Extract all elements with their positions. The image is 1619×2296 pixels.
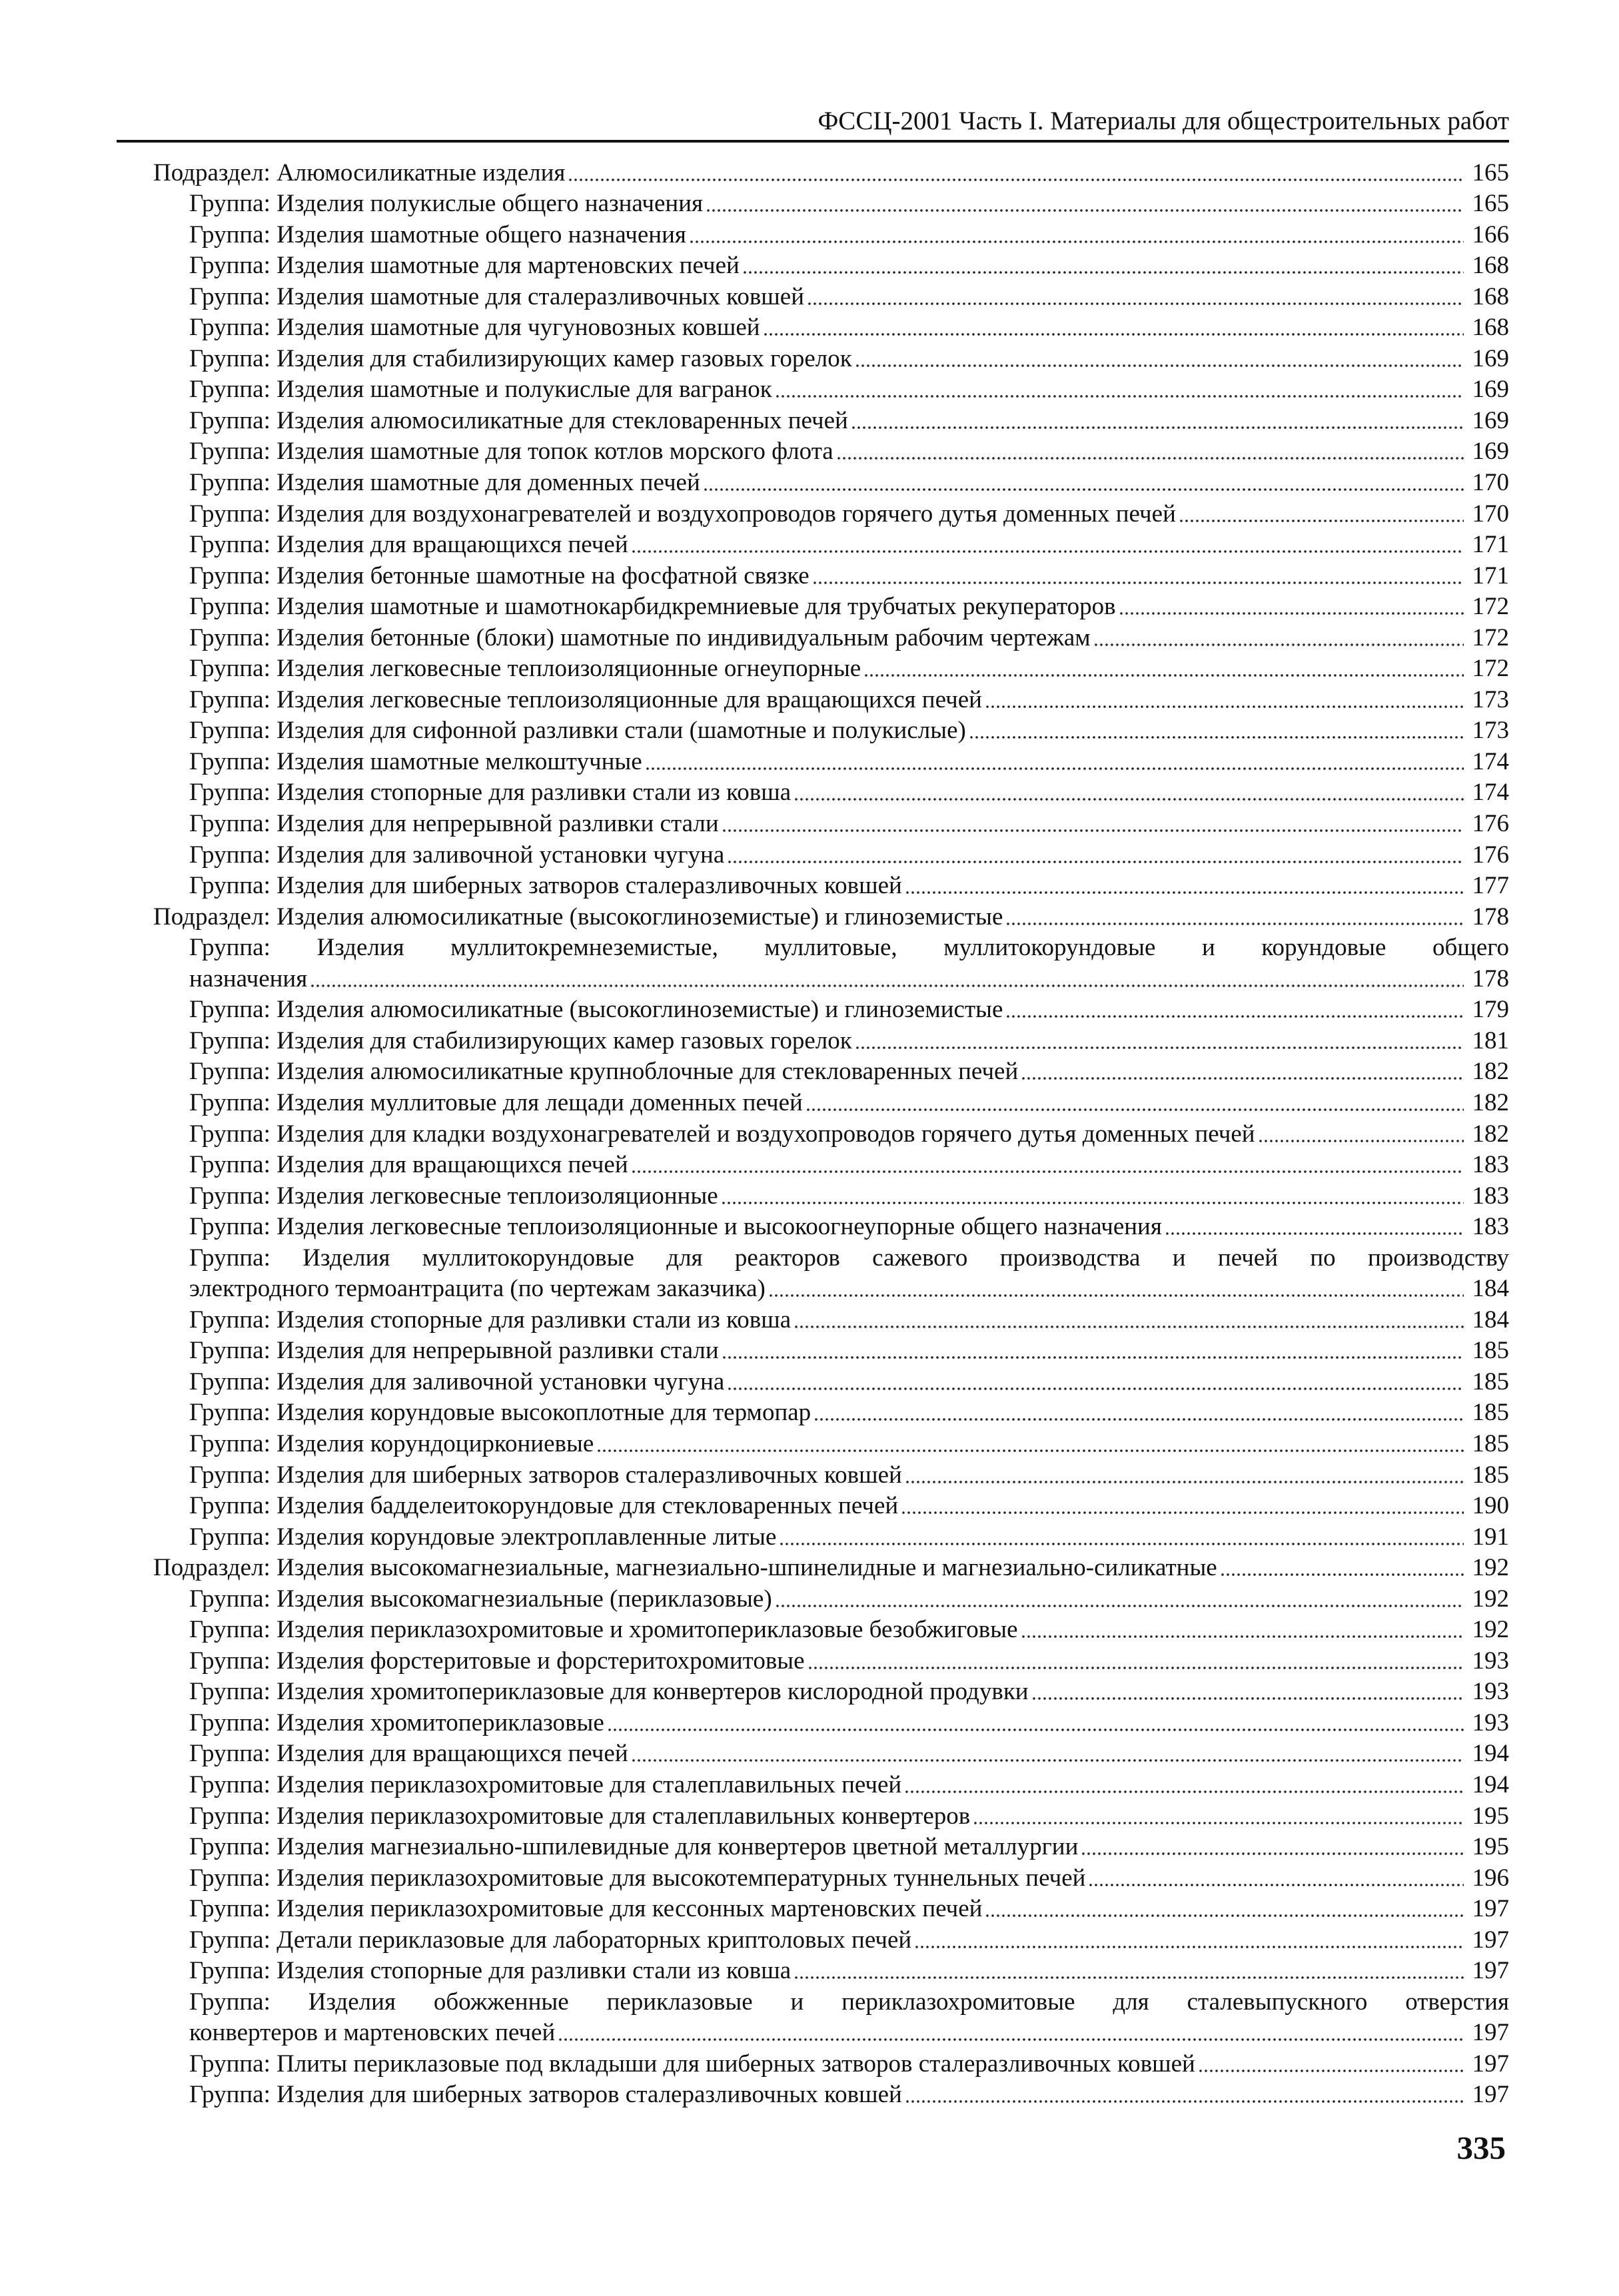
toc-entry-title: Группа: Изделия для стабилизирующих камер газовых горелок — [189, 1026, 852, 1054]
toc-page-number: 168 — [1472, 282, 1509, 310]
toc-entry-title: Группа: Изделия для стабилизирующих камер газовых горелок — [189, 344, 852, 372]
toc-group-entry — [0, 1862, 1619, 1894]
dot-leader — [722, 813, 1464, 833]
toc-page-number: 193 — [1472, 1647, 1509, 1675]
toc-group-entry — [0, 1304, 1619, 1336]
toc-group-entry — [0, 1212, 1619, 1243]
toc-page-number: 184 — [1472, 1306, 1509, 1334]
toc-group-entry — [0, 1769, 1619, 1800]
dot-leader — [645, 751, 1464, 771]
toc-entry-title: Группа: Изделия легковесные теплоизоляционные для вращающихся печей — [189, 685, 982, 713]
toc-group-entry — [0, 1645, 1619, 1677]
toc-group-entry — [0, 1025, 1619, 1056]
toc-page-number: 195 — [1472, 1802, 1509, 1830]
toc-group-entry — [0, 933, 1619, 964]
toc-entry-title: Группа: Изделия для вращающихся печей — [189, 531, 628, 559]
toc-page-number: 197 — [1472, 1957, 1509, 1985]
toc-page-number: 184 — [1472, 1275, 1509, 1303]
dot-leader — [727, 844, 1464, 864]
toc-group-entry — [0, 746, 1619, 777]
toc-entry-title: Группа: Изделия шамотные и полукислые для вагранок — [189, 376, 772, 404]
toc-group-entry — [0, 1677, 1619, 1708]
toc-subsection-entry — [0, 157, 1619, 189]
toc-group-entry — [0, 374, 1619, 406]
toc-page-number: 173 — [1472, 685, 1509, 713]
dot-leader — [1165, 1216, 1464, 1236]
toc-page-number: 183 — [1472, 1151, 1509, 1179]
toc-page-number: 177 — [1472, 872, 1509, 900]
toc-entry-title: Подраздел: Изделия высокомагнезиальные, магнезиально-шпинелидные и магнезиально-силикатные — [153, 1554, 1217, 1582]
toc-page-number: 172 — [1472, 593, 1509, 621]
toc-page-number: 183 — [1472, 1182, 1509, 1210]
dot-leader — [855, 1030, 1464, 1050]
toc-group-entry — [0, 467, 1619, 498]
toc-group-entry — [0, 1894, 1619, 1925]
toc-group-entry — [0, 1428, 1619, 1459]
toc-entry-title: Группа: Изделия для заливочной установки чугуна — [189, 841, 725, 869]
toc-group-entry — [0, 1459, 1619, 1491]
dot-leader — [1119, 595, 1464, 615]
dot-leader — [985, 689, 1464, 709]
toc-page-number: 197 — [1472, 1895, 1509, 1923]
dot-leader — [1005, 998, 1464, 1018]
toc-page-number: 170 — [1472, 469, 1509, 497]
dot-leader — [973, 1805, 1464, 1825]
toc-entry-title: Группа: Изделия шамотные для доменных печей — [189, 469, 700, 497]
dot-leader — [863, 657, 1464, 677]
toc-page-number: 197 — [1472, 1926, 1509, 1954]
toc-entry-title: Группа: Изделия шамотные общего назначения — [189, 220, 686, 248]
toc-entry-title: Группа: Изделия для непрерывной разливки стали — [189, 810, 719, 838]
toc-page-number: 182 — [1472, 1088, 1509, 1116]
toc-entry-title: Группа: Изделия периклазохромитовые для кессонных мартеновских печей — [189, 1895, 983, 1923]
dot-leader — [807, 286, 1464, 306]
toc-page-number: 179 — [1472, 996, 1509, 1024]
toc-page-number: 185 — [1472, 1367, 1509, 1395]
toc-page-number: 196 — [1472, 1864, 1509, 1892]
toc-page-number: 195 — [1472, 1833, 1509, 1861]
page-number: 335 — [1456, 2129, 1506, 2166]
dot-leader — [1258, 1123, 1464, 1143]
toc-entry-title: Группа: Изделия для шиберных затворов сталеразливочных ковшей — [189, 2081, 902, 2109]
toc-page-number: 168 — [1472, 314, 1509, 342]
toc-page-number: 185 — [1472, 1429, 1509, 1457]
toc-group-entry — [0, 715, 1619, 747]
toc-page-number: 174 — [1472, 779, 1509, 807]
toc-group-entry — [0, 1180, 1619, 1212]
toc-group-entry — [0, 405, 1619, 436]
toc-entry-title: Группа: Изделия периклазохромитовые и хромитопериклазовые безобжиговые — [189, 1616, 1018, 1644]
toc-group-entry — [0, 1242, 1619, 1274]
toc-entry-title: Группа: Изделия периклазохромитовые для сталеплавильных конвертеров — [189, 1802, 971, 1830]
toc-page-number: 193 — [1472, 1709, 1509, 1736]
toc-entry-title: Группа: Изделия алюмосиликатные крупноблочные для стекловаренных печей — [189, 1058, 1019, 1086]
toc-entry-title-continued: электродного термоантрацита (по чертежам заказчика) — [189, 1275, 766, 1303]
toc-entry-title: Группа: Изделия муллитокремнеземистые, муллитовые, муллитокорундовые и корундовые общего — [189, 934, 1509, 962]
toc-page-number: 193 — [1472, 1678, 1509, 1706]
toc-group-entry — [0, 2080, 1619, 2111]
toc-page-number: 170 — [1472, 500, 1509, 528]
toc-group-entry — [0, 436, 1619, 468]
dot-leader — [742, 254, 1464, 274]
toc-entry-title: Группа: Изделия для воздухонагревателей и воздухопроводов горячего дутья доменных печей — [189, 500, 1176, 528]
toc-group-entry — [0, 777, 1619, 809]
dot-leader — [703, 472, 1464, 492]
toc-group-entry — [0, 839, 1619, 871]
dot-leader — [631, 534, 1464, 554]
dot-leader — [568, 162, 1464, 182]
dot-leader — [763, 316, 1464, 336]
toc-entry-title: Группа: Изделия высокомагнезиальные (периклазовые) — [189, 1585, 772, 1613]
toc-entry-title: Группа: Изделия шамотные мелкоштучные — [189, 747, 642, 775]
toc-entry-title: Группа: Изделия легковесные теплоизоляционные — [189, 1182, 718, 1210]
dot-leader — [1198, 2053, 1464, 2073]
toc-entry-title: Группа: Изделия бетонные (блоки) шамотные по индивидуальным рабочим чертежам — [189, 623, 1091, 651]
toc-entry-title: Группа: Изделия для непрерывной разливки стали — [189, 1337, 719, 1365]
toc-page-number: 197 — [1472, 2050, 1509, 2078]
toc-page-number: 173 — [1472, 717, 1509, 745]
dot-leader — [812, 565, 1464, 585]
dot-leader — [806, 1092, 1464, 1112]
toc-entry-title: Группа: Изделия магнезиально-шпилевидные для конвертеров цветной металлургии — [189, 1833, 1079, 1861]
toc-page-number: 169 — [1472, 376, 1509, 404]
toc-entry-title: Группа: Изделия обожженные периклазовые и периклазохромитовые для сталевыпускного отверстия — [189, 1988, 1509, 2016]
dot-leader — [722, 1339, 1464, 1359]
toc-group-entry — [0, 871, 1619, 902]
dot-leader — [631, 1742, 1464, 1762]
toc-group-entry — [0, 1924, 1619, 1956]
toc-page-number: 191 — [1472, 1523, 1509, 1551]
toc-group-entry — [0, 1366, 1619, 1397]
toc-group-entry — [0, 994, 1619, 1026]
toc-group-entry — [0, 219, 1619, 250]
dot-leader — [794, 781, 1464, 801]
toc-entry-title: Группа: Изделия для шиберных затворов сталеразливочных ковшей — [189, 872, 902, 900]
toc-group-entry — [0, 1615, 1619, 1646]
dot-leader — [631, 1154, 1464, 1174]
toc-page-number: 168 — [1472, 252, 1509, 280]
toc-page-number: 185 — [1472, 1399, 1509, 1427]
toc-entry-title: Группа: Изделия шамотные для сталеразливочных ковшей — [189, 282, 805, 310]
dot-leader — [706, 192, 1464, 212]
toc-page-number: 181 — [1472, 1026, 1509, 1054]
toc-group-entry — [0, 653, 1619, 685]
toc-group-entry — [0, 1336, 1619, 1367]
toc-entry-continuation — [0, 2018, 1619, 2049]
table-of-contents — [0, 157, 1619, 2110]
dot-leader — [775, 1588, 1464, 1608]
toc-group-entry — [0, 622, 1619, 653]
toc-group-entry — [0, 1491, 1619, 1522]
toc-entry-title: Группа: Изделия стопорные для разливки стали из ковша — [189, 1306, 792, 1334]
toc-entry-title: Группа: Изделия легковесные теплоизоляционные и высокоогнеупорные общего назначения — [189, 1213, 1162, 1241]
toc-entry-title: Группа: Изделия муллитовые для лещади доменных печей — [189, 1088, 803, 1116]
toc-page-number: 171 — [1472, 562, 1509, 589]
toc-page-number: 174 — [1472, 747, 1509, 775]
dot-leader — [1088, 1867, 1464, 1887]
dot-leader — [813, 1401, 1464, 1421]
toc-entry-title: Группа: Изделия для вращающихся печей — [189, 1151, 628, 1179]
toc-entry-title: Группа: Изделия стопорные для разливки стали из ковша — [189, 1957, 792, 1985]
toc-page-number: 185 — [1472, 1337, 1509, 1365]
toc-group-entry — [0, 591, 1619, 623]
toc-group-entry — [0, 250, 1619, 282]
toc-page-number: 194 — [1472, 1770, 1509, 1798]
toc-page-number: 182 — [1472, 1058, 1509, 1086]
toc-entry-title: Группа: Изделия корундовые высокоплотные для термопар — [189, 1399, 811, 1427]
dot-leader — [808, 1650, 1464, 1670]
toc-entry-title: Группа: Изделия для шиберных затворов сталеразливочных ковшей — [189, 1461, 902, 1489]
dot-leader — [775, 378, 1464, 398]
toc-entry-title: Группа: Изделия бетонные шамотные на фосфатной связке — [189, 562, 810, 589]
toc-subsection-entry — [0, 901, 1619, 933]
toc-entry-title-continued: конвертеров и мартеновских печей — [189, 2019, 556, 2047]
toc-page-number: 166 — [1472, 220, 1509, 248]
dot-leader — [1093, 627, 1464, 647]
toc-group-entry — [0, 1800, 1619, 1832]
toc-page-number: 172 — [1472, 623, 1509, 651]
toc-entry-title: Группа: Изделия корундовые электроплавленные литые — [189, 1523, 777, 1551]
dot-leader — [969, 719, 1464, 739]
toc-entry-continuation — [0, 963, 1619, 994]
toc-entry-title: Группа: Изделия для вращающихся печей — [189, 1740, 628, 1768]
toc-entry-title: Подраздел: Изделия алюмосиликатные (высокоглиноземистые) и глиноземистые — [153, 903, 1003, 931]
dot-leader — [1031, 1681, 1464, 1701]
toc-group-entry — [0, 498, 1619, 530]
toc-entry-title: Группа: Изделия бадделеитокорундовые для стекловаренных печей — [189, 1492, 899, 1520]
toc-group-entry — [0, 1150, 1619, 1181]
dot-leader — [558, 2022, 1464, 2042]
toc-group-entry — [0, 1832, 1619, 1863]
toc-group-entry — [0, 1986, 1619, 2018]
dot-leader — [1021, 1060, 1464, 1080]
dot-leader — [794, 1309, 1464, 1329]
toc-entry-continuation — [0, 1274, 1619, 1305]
toc-page-number: 192 — [1472, 1554, 1509, 1582]
running-header: ФССЦ-2001 Часть I. Материалы для общестроительных работ — [117, 105, 1509, 143]
toc-entry-title: Группа: Изделия для сифонной разливки стали (шамотные и полукислые) — [189, 717, 966, 745]
toc-page-number: 183 — [1472, 1213, 1509, 1241]
toc-entry-title: Группа: Изделия стопорные для разливки стали из ковша — [189, 779, 792, 807]
toc-page-number: 176 — [1472, 810, 1509, 838]
toc-group-entry — [0, 808, 1619, 839]
toc-group-entry — [0, 684, 1619, 715]
toc-entry-title: Группа: Изделия хромитопериклазовые для конвертеров кислородной продувки — [189, 1678, 1029, 1706]
toc-page-number: 172 — [1472, 655, 1509, 683]
toc-page-number: 192 — [1472, 1616, 1509, 1644]
dot-leader — [727, 1371, 1464, 1391]
dot-leader — [310, 968, 1464, 988]
toc-entry-title: Группа: Изделия алюмосиликатные для стекловаренных печей — [189, 406, 848, 434]
dot-leader — [607, 1712, 1464, 1732]
dot-leader — [901, 1495, 1464, 1515]
toc-page-number: 197 — [1472, 2019, 1509, 2047]
toc-entry-title: Группа: Изделия периклазохромитовые для сталеплавильных печей — [189, 1770, 902, 1798]
toc-entry-title: Группа: Изделия легковесные теплоизоляционные огнеупорные — [189, 655, 861, 683]
toc-page-number: 190 — [1472, 1492, 1509, 1520]
toc-page-number: 185 — [1472, 1461, 1509, 1489]
toc-page-number: 176 — [1472, 841, 1509, 869]
toc-group-entry — [0, 1738, 1619, 1770]
toc-group-entry — [0, 1583, 1619, 1615]
toc-entry-title: Группа: Изделия корундоциркониевые — [189, 1429, 594, 1457]
toc-entry-title: Группа: Изделия полукислые общего назначения — [189, 190, 704, 218]
dot-leader — [1021, 1619, 1464, 1639]
toc-entry-title: Группа: Изделия для заливочной установки чугуна — [189, 1367, 725, 1395]
dot-leader — [985, 1898, 1464, 1918]
toc-group-entry — [0, 530, 1619, 561]
dot-leader — [904, 1774, 1464, 1794]
toc-entry-title: Группа: Детали периклазовые для лабораторных криптоловых печей — [189, 1926, 912, 1954]
toc-entry-title: Группа: Изделия шамотные для чугуновозных ковшей — [189, 314, 760, 342]
toc-entry-title: Группа: Изделия муллитокорундовые для реакторов сажевого производства и печей по производству — [189, 1244, 1509, 1272]
dot-leader — [855, 348, 1464, 368]
toc-entry-title: Группа: Изделия шамотные и шамотнокарбидкремниевые для трубчатых рекуператоров — [189, 593, 1116, 621]
toc-group-entry — [0, 343, 1619, 374]
toc-entry-title-continued: назначения — [189, 964, 308, 992]
toc-entry-title: Группа: Изделия периклазохромитовые для высокотемпературных туннельных печей — [189, 1864, 1086, 1892]
toc-page-number: 169 — [1472, 406, 1509, 434]
dot-leader — [1081, 1836, 1464, 1856]
toc-group-entry — [0, 1707, 1619, 1738]
toc-page-number: 169 — [1472, 438, 1509, 466]
toc-entry-title: Группа: Изделия шамотные для мартеновских печей — [189, 252, 740, 280]
dot-leader — [905, 1464, 1464, 1484]
toc-group-entry — [0, 189, 1619, 220]
toc-entry-title: Группа: Изделия хромитопериклазовые — [189, 1709, 604, 1736]
toc-entry-title: Группа: Плиты периклазовые под вкладыши для шиберных затворов сталеразливочных ковшей — [189, 2050, 1195, 2078]
dot-leader — [1220, 1557, 1464, 1577]
dot-leader — [905, 875, 1464, 895]
dot-leader — [905, 2084, 1464, 2104]
toc-group-entry — [0, 1397, 1619, 1429]
toc-group-entry — [0, 1956, 1619, 1987]
toc-entry-title: Группа: Изделия форстеритовые и форстеритохромитовые — [189, 1647, 805, 1675]
toc-page-number: 192 — [1472, 1585, 1509, 1613]
toc-group-entry — [0, 1056, 1619, 1088]
dot-leader — [914, 1929, 1464, 1949]
toc-page-number: 194 — [1472, 1740, 1509, 1768]
toc-page-number: 197 — [1472, 2081, 1509, 2109]
dot-leader — [1179, 503, 1464, 523]
toc-entry-title: Группа: Изделия алюмосиликатные (высокоглиноземистые) и глиноземистые — [189, 996, 1003, 1024]
dot-leader — [768, 1278, 1464, 1298]
dot-leader — [596, 1433, 1464, 1453]
toc-subsection-entry — [0, 1553, 1619, 1584]
dot-leader — [794, 1960, 1464, 1980]
toc-entry-title: Группа: Изделия шамотные для топок котлов морского флота — [189, 438, 833, 466]
toc-group-entry — [0, 1521, 1619, 1553]
dot-leader — [836, 440, 1464, 460]
toc-page-number: 171 — [1472, 531, 1509, 559]
toc-group-entry — [0, 560, 1619, 591]
toc-page-number: 165 — [1472, 190, 1509, 218]
dot-leader — [721, 1185, 1464, 1205]
toc-group-entry — [0, 2048, 1619, 2080]
toc-group-entry — [0, 1118, 1619, 1150]
dot-leader — [779, 1526, 1464, 1546]
toc-page-number: 178 — [1472, 964, 1509, 992]
toc-entry-title: Подраздел: Алюмосиликатные изделия — [153, 159, 566, 187]
toc-page-number: 178 — [1472, 903, 1509, 931]
toc-page-number: 182 — [1472, 1120, 1509, 1148]
toc-page-number: 169 — [1472, 344, 1509, 372]
toc-group-entry — [0, 312, 1619, 344]
dot-leader — [1005, 906, 1464, 926]
dot-leader — [689, 224, 1464, 244]
toc-group-entry — [0, 281, 1619, 312]
toc-group-entry — [0, 1087, 1619, 1118]
toc-entry-title: Группа: Изделия для кладки воздухонагревателей и воздухопроводов горячего дутья доменных печей — [189, 1120, 1255, 1148]
dot-leader — [851, 410, 1464, 430]
toc-page-number: 165 — [1472, 159, 1509, 187]
